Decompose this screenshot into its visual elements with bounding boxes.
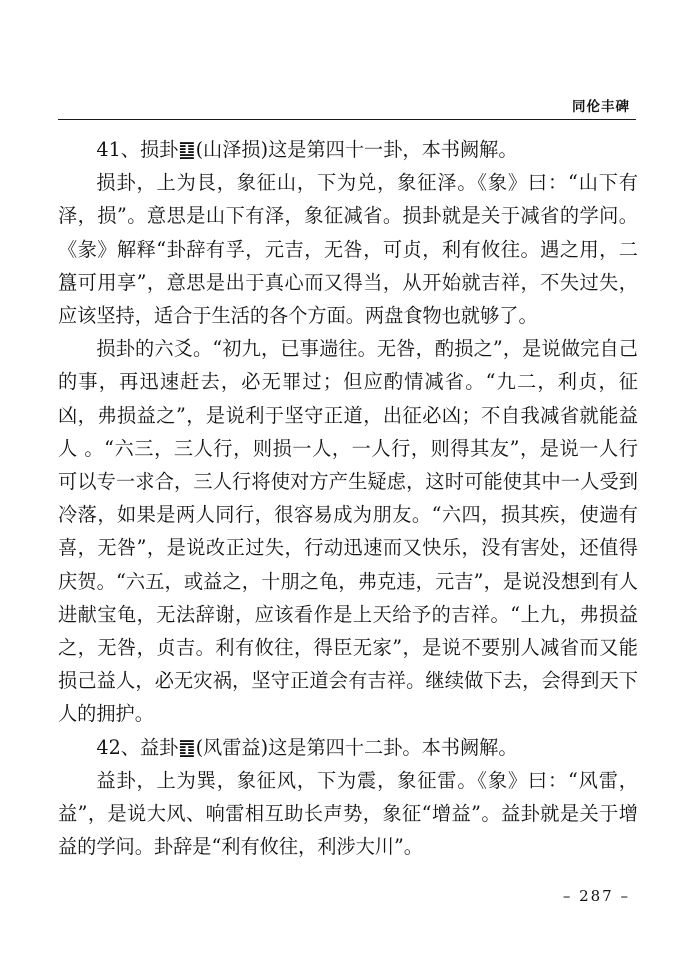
paragraph: 42、益卦䷩(风雷益)这是第四十二卦。本书阙解。 (96, 735, 518, 759)
paragraph: 41、损卦䷨(山泽损)这是第四十一卦，本书阙解。 (96, 138, 518, 161)
paragraph: 益卦，上为巽，象征风，下为震，象征雷。《象》曰：“风雷，益”，是说大风、响雷相互助长声势，象征“增益”。益卦就是关于增益的学问。卦辞是“利有攸往，利涉大川”。 (58, 768, 638, 859)
header-divider (58, 119, 636, 120)
page-number: – 287 – (562, 887, 630, 905)
page-body (58, 133, 638, 863)
paragraph: 损卦的六爻。“初九，已事遄往。无咎，酌损之”，是说做完自己的事，再迅速赶去，必无罪过；但应酌情减省。“九二，利贞，征凶，弗损益之”，是说利于坚守正道，出征必凶；不自我减省就能益人 。“六三，三人行，则损一人，一人行，则得其友”，是说一人行可以专一求合，三人行将使对方产生疑虑，这时可能使其中一人受到冷落，如果是两人同行，很容易成为朋友。“六四，损其疾，使遄有喜，无咎”，是说改正过失，行动迅速而又快乐，没有害处，还值得庆贺。“六五，或益之，十朋之龟，弗克违，元吉”，是说没想到有人进献宝龟，无法辞谢，应该看作是上天给予的吉祥。“上九，弗损益之，无咎，贞吉。利有攸往，得臣无家”，是说不要别人减省而又能损己益人，必无灾祸，坚守正道会有吉祥。继续做下去，会得到天下人的拥护。 (58, 337, 638, 726)
paragraph: 损卦，上为艮，象征山，下为兑，象征泽。《象》曰：“山下有泽，损”。意思是山下有泽，象征减省。损卦就是关于减省的学问。《彖》解释“卦辞有孚，元吉，无咎，可贞，利有攸往。遇之用，二簋可用享”，意思是出于真心而又得当，从开始就吉祥，不失过失，应该坚持，适合于生活的各个方面。两盘食物也就够了。 (58, 171, 638, 328)
running-header: 同伦丰碑 (572, 99, 630, 115)
